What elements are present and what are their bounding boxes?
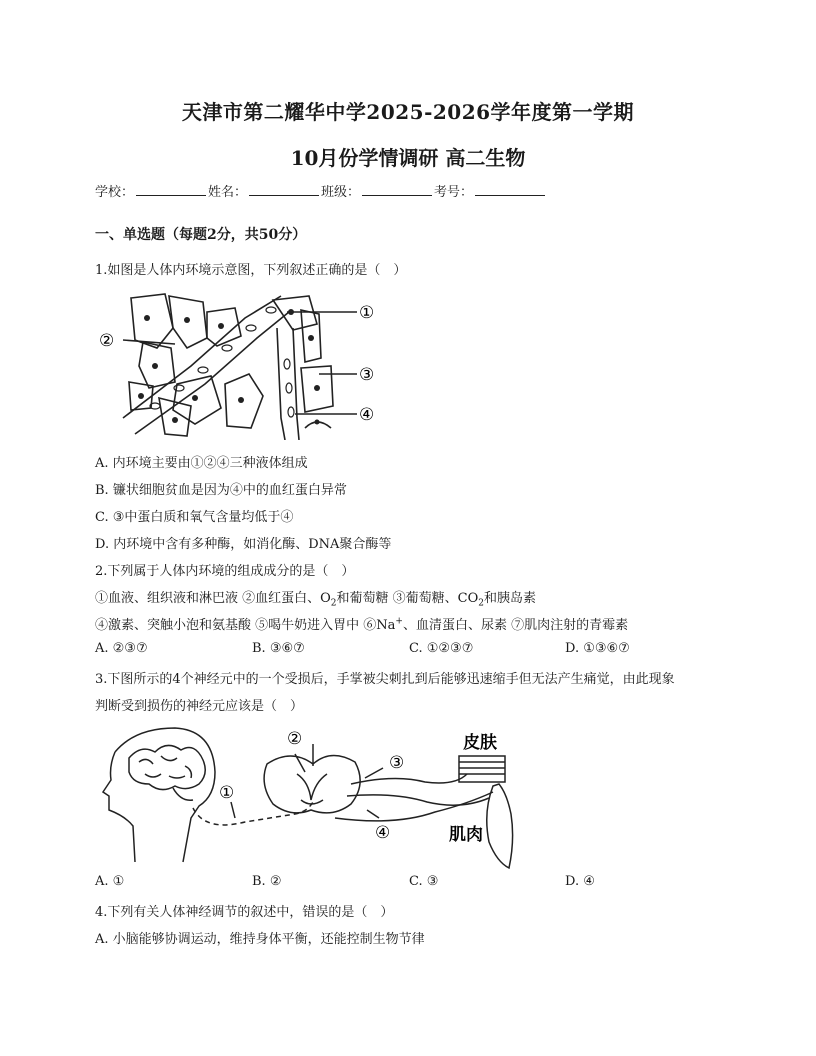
q1-label-1: ① [359, 303, 375, 323]
q3-skin-label: 皮肤 [463, 733, 497, 753]
q3-label-4: ④ [375, 823, 391, 843]
q2-choice-line2: ④激素、突触小泡和氨基酸 ⑤喝牛奶进入胃中 ⑥Na+、血清蛋白、尿素 ⑦肌肉注射的青霉素 [95, 616, 629, 633]
q1-internal-environment-diagram [95, 288, 395, 440]
q1-label-2: ② [99, 331, 115, 351]
q2-stem: 2.下列属于人体内环境的组成成分的是（ ） [95, 564, 355, 579]
name-blank[interactable] [249, 183, 319, 196]
q3-label-1: ① [219, 783, 235, 803]
exam-no-label: 考号： [434, 185, 474, 200]
q2-choice-line1: ①血液、组织液和淋巴液 ②血红蛋白、$O_2$和葡萄糖 ③葡萄糖、$CO_2$和胰岛素 [95, 591, 537, 609]
q2-option-c[interactable]: C. ①②③⑦ [409, 641, 474, 656]
school-label: 学校： [95, 185, 135, 200]
class-label: 班级： [321, 185, 361, 200]
q3-muscle-label: 肌肉 [449, 825, 483, 845]
q3-label-2: ② [287, 729, 303, 749]
q3-stem-line2: 判断受到损伤的神经元应该是（ ） [95, 699, 304, 714]
school-blank[interactable] [136, 183, 206, 196]
q2-option-a[interactable]: A. ②③⑦ [95, 641, 148, 656]
q1-option-d[interactable]: D. 内环境中含有多种酶，如消化酶、DNA聚合酶等 [95, 537, 392, 552]
class-blank[interactable] [362, 183, 432, 196]
q1-stem: 1.如图是人体内环境示意图，下列叙述正确的是（ ） [95, 263, 407, 278]
q4-option-a[interactable]: A. 小脑能够协调运动，维持身体平衡，还能控制生物节律 [95, 932, 425, 947]
q1-label-4: ④ [359, 405, 375, 425]
name-label: 姓名： [208, 185, 248, 200]
q1-option-b[interactable]: B. 镰状细胞贫血是因为④中的血红蛋白异常 [95, 483, 347, 498]
q1-label-3: ③ [359, 365, 375, 385]
q3-option-b[interactable]: B. ② [252, 874, 282, 889]
q2-option-d[interactable]: D. ①③⑥⑦ [565, 641, 630, 656]
student-info-row [95, 181, 547, 200]
q1-option-c[interactable]: C. ③中蛋白质和氧气含量均低于④ [95, 510, 294, 525]
q3-option-a[interactable]: A. ① [95, 874, 125, 889]
exam-title-line2: 10月份学情调研 高二生物 [290, 146, 526, 170]
exam-no-blank[interactable] [475, 183, 545, 196]
q2-option-b[interactable]: B. ③⑥⑦ [252, 641, 305, 656]
q3-reflex-arc-diagram [95, 722, 525, 870]
q3-option-d[interactable]: D. ④ [565, 874, 595, 889]
q3-stem-line1: 3.下图所示的4个神经元中的一个受损后，手掌被尖刺扎到后能够迅速缩手但无法产生痛觉，由此现象 [95, 672, 675, 687]
q3-option-c[interactable]: C. ③ [409, 874, 439, 889]
q4-stem: 4.下列有关人体神经调节的叙述中，错误的是（ ） [95, 905, 394, 920]
section-heading: 一、单选题（每题2分，共50分） [95, 227, 307, 243]
q3-label-3: ③ [389, 753, 405, 773]
exam-title-line1: 天津市第二耀华中学2025-2026学年度第一学期 [181, 100, 635, 124]
q1-option-a[interactable]: A. 内环境主要由①②④三种液体组成 [95, 456, 308, 471]
